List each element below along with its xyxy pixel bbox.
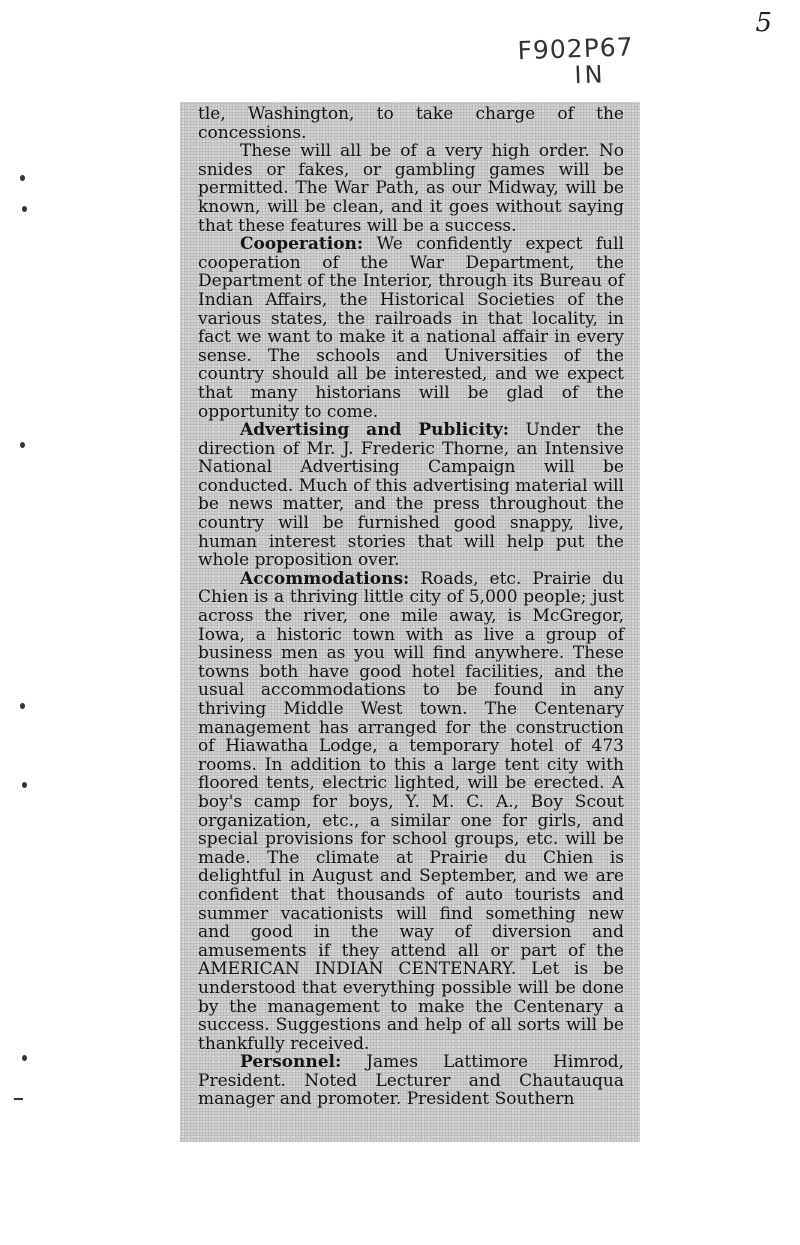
margin-mark: [20, 175, 25, 181]
article-paragraph: [198, 142, 624, 235]
paragraph-text: Under the direction of Mr. J. Frederic Thorne, an Intensive National Advertising Campaign will be conducted. Much of this advertising material will be news matter, and the press throughout the country will be furnished good snappy, live, human interest stories that will help put the whole proposition over.: [198, 420, 624, 571]
paragraph-text: Roads, etc. Prairie du Chien is a thriving little city of 5,000 people; just across the river, one mile away, is McGregor, Iowa, a historic town with as live a group of business men as you will find anywhere. These towns both have good hotel facilities, and the usual accommodations to be found in any thriving Middle West town. The Centenary management has arranged for the construction of Hiawatha Lodge, a temporary hotel of 473 rooms. In addition to this a large tent city with floored tents, electric lighted, will be erected. A boy's camp for boys, Y. M. C. A., Boy Scout organization, etc., a similar one for girls, and special provisions for school groups, etc. will be made. The climate at Prairie du Chien is delightful in August and September, and we are confident that thousands of auto tourists and summer vacationists will find something new and good in the way of diversion and amusements if they attend all or part of the AMERICAN INDIAN CENTENARY. Let is be understood that everything possible will be done by the management to make the Centenary a success. Suggestions and help of all sorts will be thankfully received.: [198, 568, 624, 1054]
archive-code-suffix: IN: [573, 60, 606, 90]
article-paragraph: [198, 1053, 624, 1109]
section-heading: Personnel:: [240, 1052, 342, 1073]
archive-stamp: [517, 32, 649, 92]
section-heading: Accommodations:: [240, 568, 410, 589]
margin-mark: [22, 1055, 27, 1061]
article-paragraph: [198, 235, 624, 421]
margin-mark: [14, 1098, 23, 1100]
paragraph-text: James Lattimore Himrod, President. Noted Lecturer and Chautauqua manager and promoter. President Southern: [198, 1052, 624, 1110]
article-paragraph: [198, 570, 624, 1053]
margin-mark: [20, 703, 25, 709]
margin-mark: [22, 782, 27, 788]
page-number: 5: [755, 8, 772, 38]
article-paragraph: [198, 421, 624, 570]
archive-code: F902P67: [517, 32, 635, 66]
article-paragraph: [198, 105, 624, 142]
section-heading: Cooperation:: [240, 234, 364, 255]
margin-mark: [20, 442, 25, 448]
newspaper-clipping: [180, 102, 640, 1142]
margin-mark: [22, 206, 27, 212]
paragraph-text: We confidently expect full cooperation of the War Department, the Department of the Interior, through its Bureau of Indian Affairs, the Historical Societies of the various states, the railroads in that locality, in fact we want to make it a national affair in every sense. The schools and Universities of the country should all be interested, and we expect that many historians will be glad of the opportunity to come.: [198, 234, 624, 422]
paragraph-text: These will all be of a very high order. No snides or fakes, or gambling games will be permitted. The War Path, as our Midway, will be known, will be clean, and it goes without saying that these features will be a success.: [198, 141, 624, 236]
section-heading: Advertising and Publicity:: [240, 420, 510, 441]
paragraph-text: tle, Washington, to take charge of the concessions.: [198, 104, 624, 143]
